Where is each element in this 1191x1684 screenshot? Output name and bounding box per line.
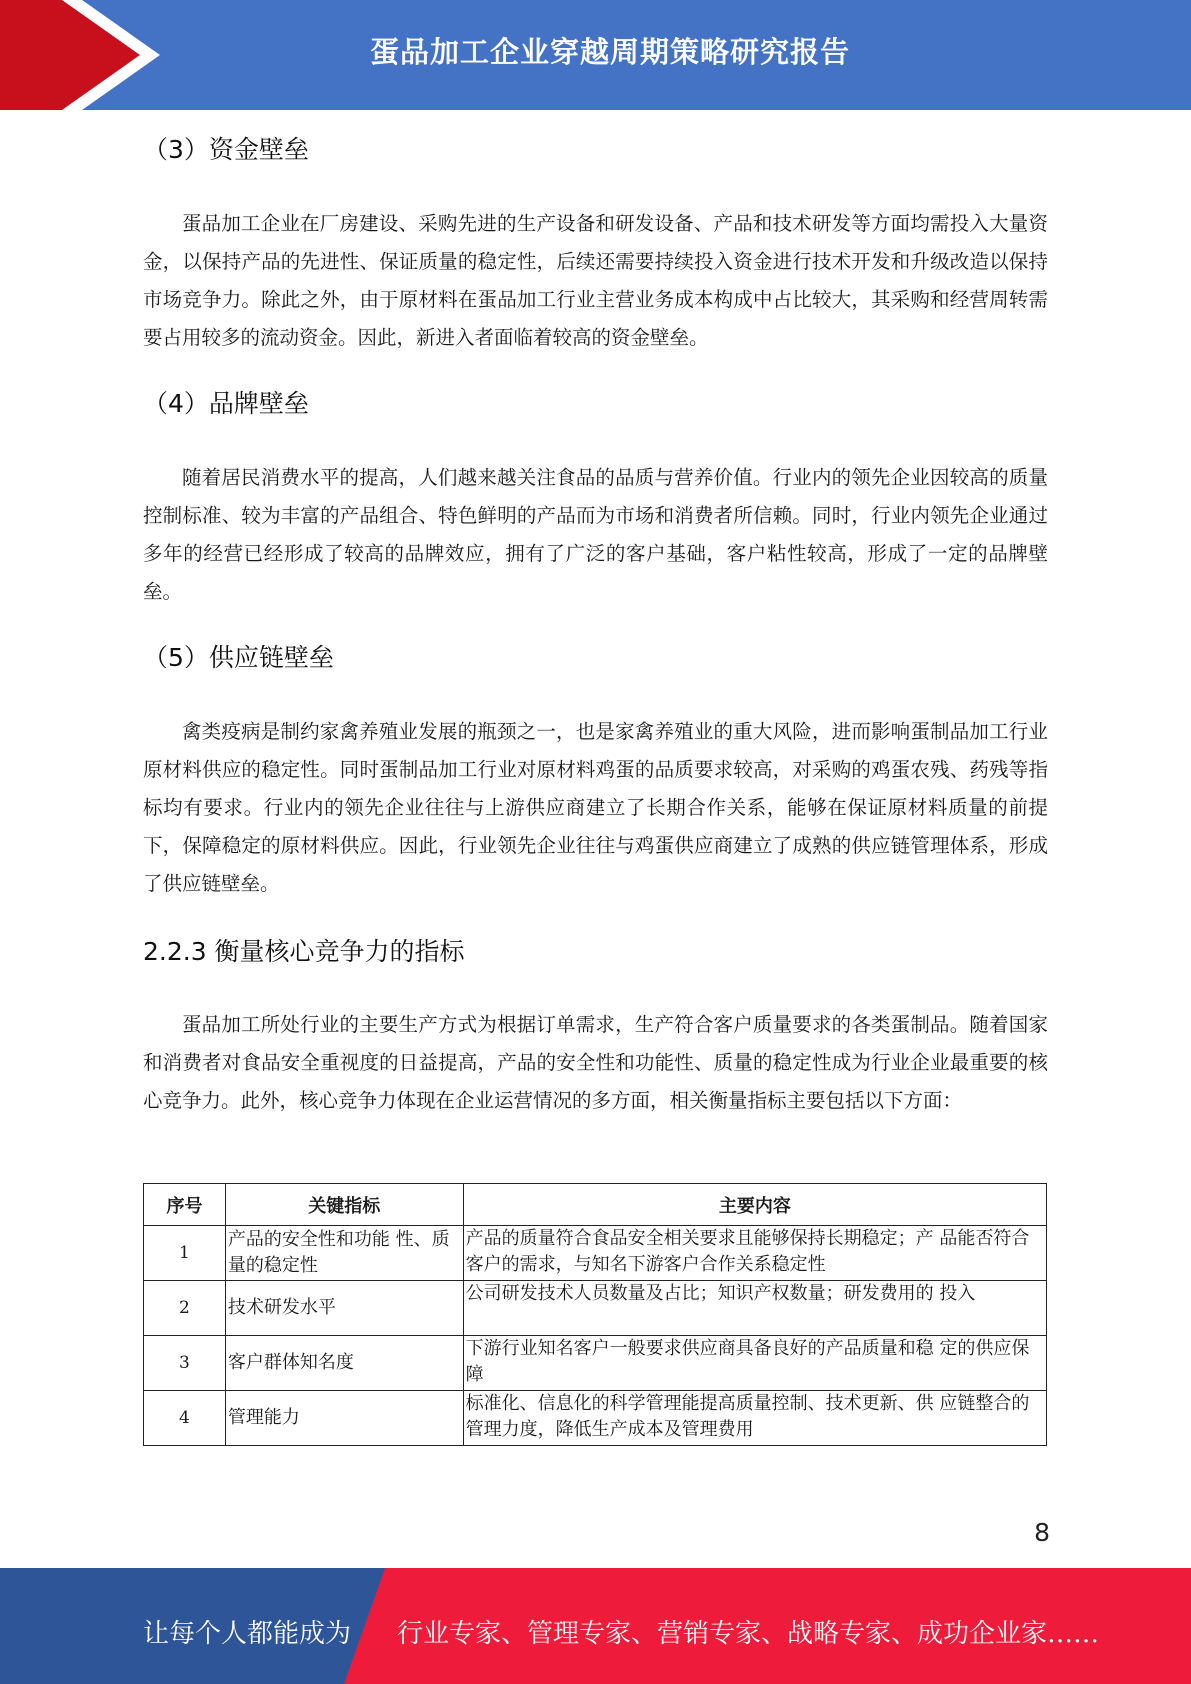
section-heading-brand: （4）品牌壁垒 xyxy=(143,389,309,418)
table-header-cell: 主要内容 xyxy=(463,1184,1046,1226)
page-footer xyxy=(0,1568,1191,1684)
table-cell-content: 标准化、信息化的科学管理能提高质量控制、技术更新、供 应链整合的管理力度，降低生产成本及管理费用 xyxy=(463,1391,1046,1446)
table-cell-indicator: 客户群体知名度 xyxy=(225,1336,463,1391)
table-cell-indicator: 管理能力 xyxy=(225,1391,463,1446)
page-header xyxy=(0,0,1191,110)
footer-slogan-left: 让每个人都能成为 xyxy=(143,1619,352,1649)
table-cell-content: 下游行业知名客户一般要求供应商具备良好的产品质量和稳 定的供应保障 xyxy=(463,1336,1046,1391)
table-row xyxy=(144,1336,1047,1391)
table-cell-index: 1 xyxy=(144,1226,226,1281)
table-header-cell: 序号 xyxy=(144,1184,226,1226)
section-heading-capital: （3）资金壁垒 xyxy=(143,135,309,164)
section-heading-indicators: 2.2.3 衡量核心竞争力的指标 xyxy=(143,937,465,966)
section-heading-supply-chain: （5）供应链壁垒 xyxy=(143,643,334,672)
table-cell-content: 公司研发技术人员数量及占比；知识产权数量；研发费用的 投入 xyxy=(463,1281,1046,1336)
table-cell-indicator: 产品的安全性和功能 性、质量的稳定性 xyxy=(225,1226,463,1281)
table-row xyxy=(144,1226,1047,1281)
footer-slogan-right: 行业专家、管理专家、营销专家、战略专家、成功企业家…… xyxy=(397,1619,1100,1649)
paragraph-supply-chain: 禽类疫病是制约家禽养殖业发展的瓶颈之一，也是家禽养殖业的重大风险，进而影响蛋制品加工行业原材料供应的稳定性。同时蛋制品加工行业对原材料鸡蛋的品质要求较高，对采购的鸡蛋农残、药残等指标均有要求。行业内的领先企业往往与上游供应商建立了长期合作关系，能够在保证原材料质量的前提下，保障稳定的原材料供应。因此，行业领先企业往往与鸡蛋供应商建立了成熟的供应链管理体系，形成了供应链壁垒。 xyxy=(143,720,1048,895)
table-header-row xyxy=(144,1184,1047,1226)
table-cell-index: 3 xyxy=(144,1336,226,1391)
table-cell-content: 产品的质量符合食品安全相关要求且能够保持长期稳定；产 品能否符合客户的需求，与知名下游客户合作关系稳定性 xyxy=(463,1226,1046,1281)
table-cell-index: 4 xyxy=(144,1391,226,1446)
table-row xyxy=(144,1281,1047,1336)
paragraph-indicators: 蛋品加工所处行业的主要生产方式为根据订单需求，生产符合客户质量要求的各类蛋制品。随着国家和消费者对食品安全重视度的日益提高，产品的安全性和功能性、质量的稳定性成为行业企业最重要的核心竞争力。此外，核心竞争力体现在企业运营情况的多方面，相关衡量指标主要包括以下方面： xyxy=(143,1013,1048,1112)
paragraph-brand: 随着居民消费水平的提高，人们越来越关注食品的品质与营养价值。行业内的领先企业因较高的质量控制标准、较为丰富的产品组合、特色鲜明的产品而为市场和消费者所信赖。同时，行业内领先企业通过多年的经营已经形成了较高的品牌效应，拥有了广泛的客户基础，客户粘性较高，形成了一定的品牌壁垒。 xyxy=(143,466,1048,603)
table-row xyxy=(144,1391,1047,1446)
paragraph-capital: 蛋品加工企业在厂房建设、采购先进的生产设备和研发设备、产品和技术研发等方面均需投入大量资金，以保持产品的先进性、保证质量的稳定性，后续还需要持续投入资金进行技术开发和升级改造以保持市场竞争力。除此之外，由于原材料在蛋品加工行业主营业务成本构成中占比较大，其采购和经营周转需要占用较多的流动资金。因此，新进入者面临着较高的资金壁垒。 xyxy=(143,212,1048,349)
page-number: 8 xyxy=(1034,1518,1050,1547)
header-chevron-icon xyxy=(0,0,160,110)
indicator-table xyxy=(143,1183,1047,1446)
table-cell-index: 2 xyxy=(144,1281,226,1336)
table-header-cell: 关键指标 xyxy=(225,1184,463,1226)
report-title: 蛋品加工企业穿越周期策略研究报告 xyxy=(369,35,850,69)
table-cell-indicator: 技术研发水平 xyxy=(225,1281,463,1336)
